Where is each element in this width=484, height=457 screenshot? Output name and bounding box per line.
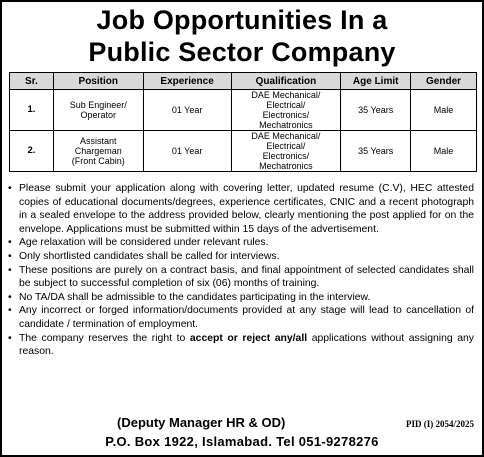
row-experience: 01 Year [143, 131, 231, 172]
row-experience: 01 Year [143, 90, 231, 131]
bullet-icon: • [8, 305, 12, 317]
position-line: Chargeman [74, 146, 122, 156]
row-gender: Male [411, 90, 477, 131]
instruction-emphasis: accept or reject any/all [189, 332, 308, 344]
instruction-text: These positions are purely on a contract basis, and final appointment of selected candidates shall be subject to successful completion of six (06) months of training. [19, 264, 474, 290]
qualification-line: Electronics/ [262, 110, 310, 120]
position-line: (Front Cabin) [71, 156, 125, 166]
instruction-item [8, 304, 474, 331]
instruction-item [8, 182, 474, 236]
bullet-icon: • [8, 332, 12, 344]
header-position: Position [53, 73, 143, 90]
instruction-text: Only shortlisted candidates shall be called for interviews. [19, 250, 280, 262]
qualification-line: Electrical/ [266, 141, 306, 151]
headline-line-2: Public Sector Company [88, 37, 396, 67]
instruction-text: applications without assigning any reason. [19, 332, 474, 358]
row-gender: Male [411, 131, 477, 172]
instruction-text: Any incorrect or forged information/documents provided at any stage will lead to cancellation of candidate / termination of employment. [19, 305, 474, 330]
instruction-item [8, 332, 474, 359]
qualification-line: Mechatronics [259, 120, 313, 130]
instruction-item [8, 250, 474, 264]
pid-number: PID (I) 2054/2025 [406, 419, 474, 429]
header-age-limit: Age Limit [341, 73, 411, 90]
headline-line-1: Job Opportunities In a [96, 5, 388, 35]
row-age-limit: 35 Years [341, 131, 411, 172]
instructions-list [8, 182, 474, 359]
row-position [53, 131, 143, 172]
bullet-icon: • [8, 291, 12, 303]
instruction-text: Age relaxation will be considered under relevant rules. [19, 237, 269, 249]
row-sr: 2. [10, 131, 54, 172]
table-header-row [10, 73, 477, 90]
row-qualification [231, 131, 341, 172]
contact-title: (Deputy Manager HR & OD) [117, 415, 286, 430]
instruction-text: Please submit your application along with covering letter, updated resume (C.V), HEC attested copies of educational documents/degrees, experience certificates, CNIC and a recent photograph in a sealed envelope to the address provided below, clearly mentioning the post applied for on the envelope. Applications must be submitted within 15 days of the advertisement. [19, 183, 474, 235]
instruction-text: The company reserves the right to [19, 332, 190, 344]
bullet-icon: • [8, 250, 12, 262]
bullet-icon: • [8, 237, 12, 249]
job-positions-table [9, 72, 477, 172]
header-sr: Sr. [10, 73, 54, 90]
row-qualification [231, 90, 341, 131]
header-experience: Experience [143, 73, 231, 90]
table-row [10, 90, 477, 131]
row-age-limit: 35 Years [341, 90, 411, 131]
table-row [10, 131, 477, 172]
position-line: Operator [80, 110, 117, 120]
header-qualification: Qualification [231, 73, 341, 90]
row-sr: 1. [10, 90, 54, 131]
row-position [53, 90, 143, 131]
position-line: Assistant [80, 136, 117, 146]
bullet-icon: • [8, 183, 12, 194]
qualification-line: DAE Mechanical/ [251, 131, 321, 141]
instruction-item [8, 236, 474, 250]
position-line: Sub Engineer/ [69, 100, 127, 110]
instruction-item [8, 291, 474, 305]
header-gender: Gender [411, 73, 477, 90]
bullet-icon: • [8, 264, 12, 276]
qualification-line: DAE Mechanical/ [251, 90, 321, 100]
contact-address: P.O. Box 1922, Islamabad. Tel 051-9278276 [105, 434, 379, 449]
instruction-text: No TA/DA shall be admissible to the candidates participating in the interview. [19, 291, 371, 303]
qualification-line: Electrical/ [266, 100, 306, 110]
qualification-line: Mechatronics [259, 161, 313, 171]
qualification-line: Electronics/ [262, 151, 310, 161]
instruction-item [8, 264, 474, 291]
